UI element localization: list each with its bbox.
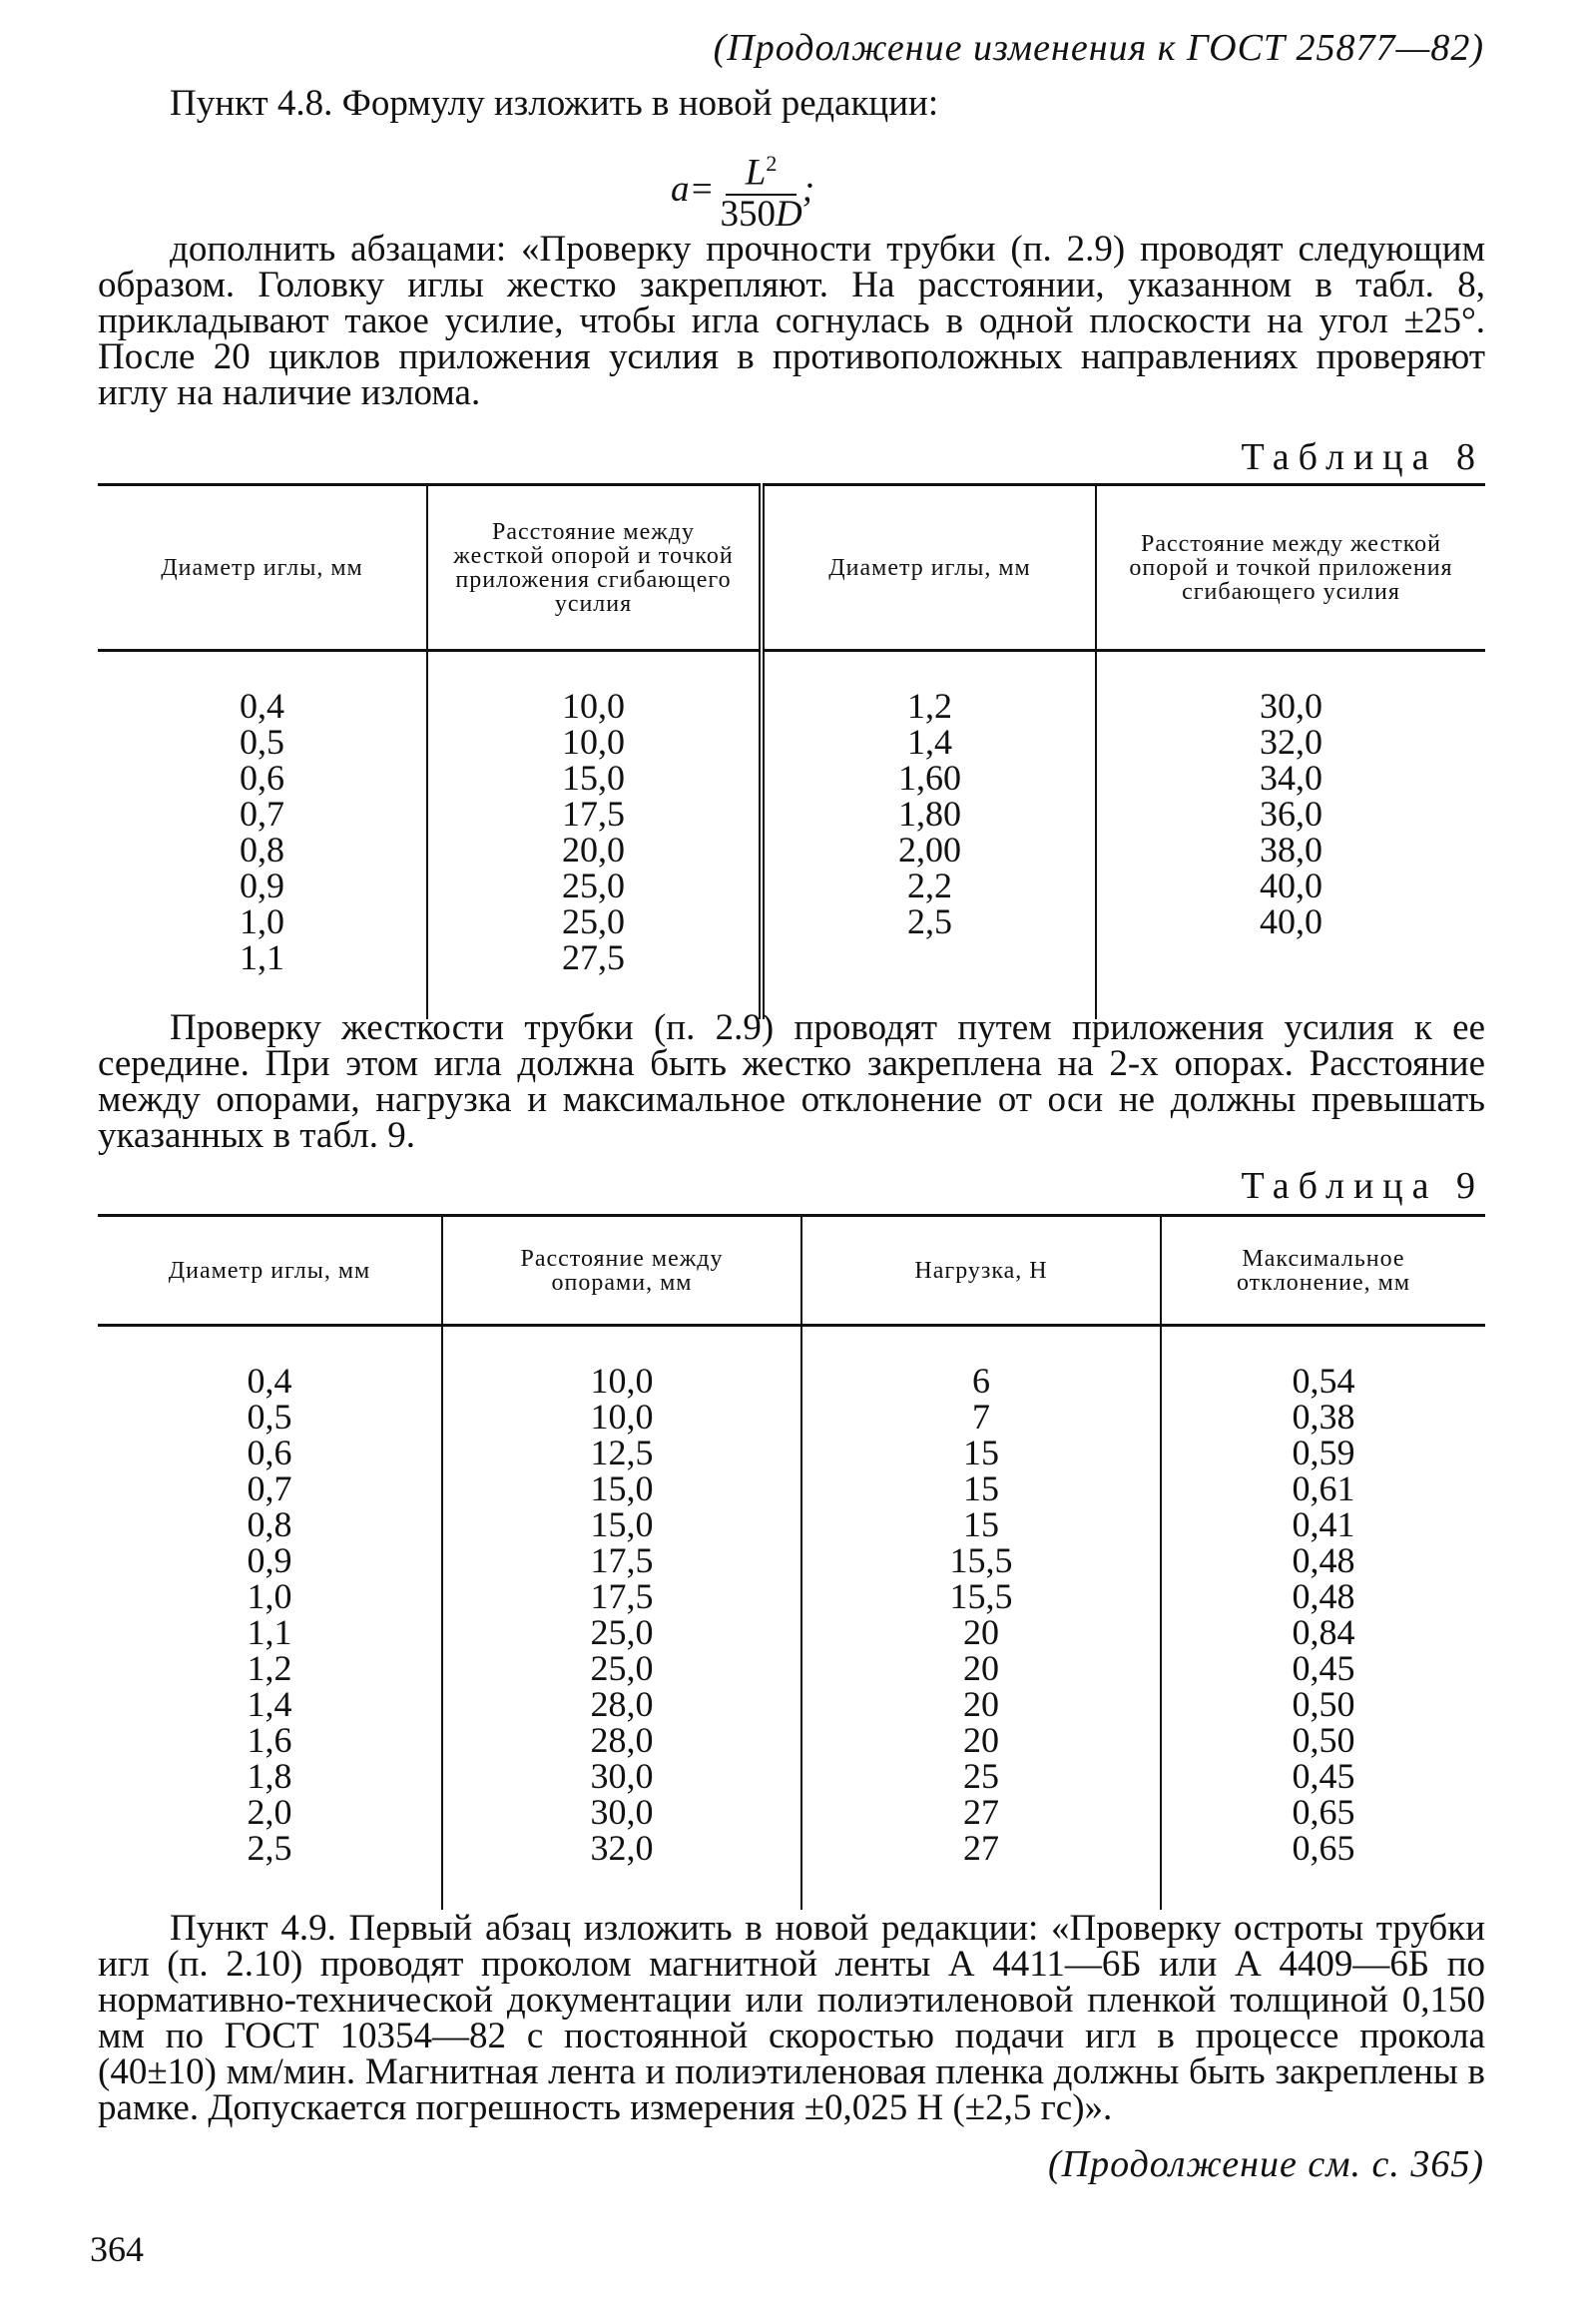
- table8-cell: 0,4: [240, 686, 284, 726]
- formula-numerator: [726, 145, 797, 196]
- formula-numerator-exp: 2: [766, 151, 778, 176]
- table9-cell: 0,48: [1292, 1576, 1355, 1616]
- table9-cell: 12,5: [590, 1433, 654, 1472]
- table8-cell: 27,5: [562, 937, 625, 977]
- table8-cell: 30,0: [1260, 686, 1322, 726]
- table9-header-distance: Расстояние между опорами, мм: [442, 1216, 801, 1326]
- table9-cell: 0,61: [1292, 1468, 1355, 1508]
- table9-cell: 10,0: [590, 1397, 654, 1437]
- table8-cell: 25,0: [562, 866, 625, 905]
- table9-cell: 20: [963, 1612, 999, 1652]
- table9-cell: 30,0: [590, 1792, 654, 1832]
- formula-denominator-num: 350: [720, 194, 776, 236]
- table9-cell: 27: [963, 1792, 999, 1832]
- table9-cell: 0,84: [1292, 1612, 1355, 1652]
- table9-cell: 15,5: [949, 1576, 1013, 1616]
- table9-cell: 15,0: [590, 1504, 654, 1544]
- paragraph-stiffness-test-text: Проверку жесткости трубки (п. 2.9) проводят путем приложения усилия к ее середине. При этом игла должна быть жестко закреплена на 2-х опорах. Расстояние между опорами, нагрузка и максимальное отклонение от оси не должны превышать указанных в табл. 9.: [98, 1007, 1485, 1156]
- table9-caption: Таблица 9: [1241, 1165, 1484, 1207]
- table9-cell: 1,1: [247, 1612, 292, 1652]
- table8-cell: 34,0: [1260, 758, 1322, 798]
- table8-cell: 10,0: [562, 722, 625, 762]
- table8-header-diameter-2: Диаметр иглы, мм: [762, 485, 1096, 651]
- table9-cell: 0,7: [247, 1468, 292, 1508]
- table9-cell: 30,0: [590, 1756, 654, 1796]
- paragraph-4-9: [98, 1908, 1485, 2128]
- table9-cell: 0,4: [247, 1361, 292, 1401]
- formula-denominator-var: D: [775, 194, 802, 236]
- table8-cell: 20,0: [562, 830, 625, 870]
- table8-col-diameter-1: [98, 651, 427, 1020]
- table8-cell: 15,0: [562, 758, 625, 798]
- table9-cell: 1,8: [247, 1756, 292, 1796]
- table9-cell: 10,0: [590, 1361, 654, 1401]
- table9-cell: 32,0: [590, 1828, 654, 1868]
- table9-header-diameter: Диаметр иглы, мм: [98, 1216, 442, 1326]
- table9-cell: 1,2: [247, 1648, 292, 1688]
- table9-cell: 7: [972, 1397, 990, 1437]
- table9-cell: 25,0: [590, 1648, 654, 1688]
- table9-cell: 0,45: [1292, 1756, 1355, 1796]
- table8-cell: 1,0: [240, 901, 284, 941]
- table9-cell: 6: [972, 1361, 990, 1401]
- table8-cell: 1,80: [898, 794, 961, 834]
- paragraph-strength-test-text: дополнить абзацами: «Проверку прочности трубки (п. 2.9) проводят следующим образом. Головку иглы жестко закрепляют. На расстоянии, указанном в табл. 8, прикладывают такое усилие, чтобы игла согнулась в одной плоскости на угол ±25°. После 20 циклов приложения усилия в противоположных направлениях проверяют иглу на наличие излома.: [98, 229, 1485, 413]
- table9-cell: 27: [963, 1828, 999, 1868]
- table9-cell: 0,59: [1292, 1433, 1355, 1472]
- table8-cell: 40,0: [1260, 901, 1322, 941]
- continuation-footer: (Продолжение см. с. 365): [1047, 2143, 1484, 2185]
- paragraph-strength-test: [98, 229, 1485, 413]
- table9-cell: 25: [963, 1756, 999, 1796]
- table9-cell: 1,0: [247, 1576, 292, 1616]
- formula-numerator-base: L: [745, 152, 767, 194]
- table8-header-diameter-1: Диаметр иглы, мм: [98, 485, 427, 651]
- table9-cell: 0,65: [1292, 1792, 1355, 1832]
- table8-col-distance-1: [427, 651, 762, 1020]
- table8-cell: 1,2: [907, 686, 952, 726]
- continuation-header: (Продолжение изменения к ГОСТ 25877—82): [713, 27, 1484, 69]
- paragraph-4-8: [98, 83, 1485, 124]
- table9-cell: 1,6: [247, 1720, 292, 1760]
- table9-cell: 25,0: [590, 1612, 654, 1652]
- table8-cell: 40,0: [1260, 866, 1322, 905]
- table9-cell: 28,0: [590, 1720, 654, 1760]
- table9-cell: 0,8: [247, 1504, 292, 1544]
- table9-cell: 15: [963, 1433, 999, 1472]
- table8-header-distance-2: Расстояние между жесткой опорой и точкой приложения сгибающего усилия: [1096, 485, 1485, 651]
- table8-header-distance-1: Расстояние между жесткой опорой и точкой приложения сгибающего усилия: [427, 485, 762, 651]
- page-number: 364: [90, 2229, 144, 2269]
- paragraph-stiffness-test: [98, 1007, 1485, 1156]
- table9-cell: 0,41: [1292, 1504, 1355, 1544]
- table9-cell: 20: [963, 1648, 999, 1688]
- table9-cell: 0,5: [247, 1397, 292, 1437]
- table8-cell: 10,0: [562, 686, 625, 726]
- table9-col-load: [801, 1326, 1161, 1911]
- table8-cell: 17,5: [562, 794, 625, 834]
- table-9: [98, 1214, 1485, 1910]
- table9-col-diameter: [98, 1326, 442, 1911]
- table-8: [98, 483, 1485, 1019]
- table8-cell: 0,5: [240, 722, 284, 762]
- table9-cell: 1,4: [247, 1684, 292, 1724]
- table9-cell: 0,48: [1292, 1540, 1355, 1580]
- table8-col-diameter-2: [762, 651, 1096, 1020]
- table8-cell: 36,0: [1260, 794, 1322, 834]
- table8-cell: 0,8: [240, 830, 284, 870]
- table9-cell: 0,54: [1292, 1361, 1355, 1401]
- paragraph-4-9-text: Пункт 4.9. Первый абзац изложить в новой редакции: «Проверку остроты трубки игл (п. 2.10) проводят проколом магнитной ленты А 4411—6Б или А 4409—6Б по нормативно-технической документации или полиэтиленовой пленкой толщиной 0,150 мм по ГОСТ 10354—82 с постоянной скоростью подачи игл в процессе прокола (40±10) мм/мин. Магнитная лента и полиэтиленовая пленка должны быть закреплены в рамке. Допускается погрешность измерения ±0,025 Н (±2,5 гс)».: [98, 1908, 1485, 2128]
- table9-cell: 15,0: [590, 1468, 654, 1508]
- table9-cell: 28,0: [590, 1684, 654, 1724]
- table9-header-load: Нагрузка, Н: [801, 1216, 1161, 1326]
- table9-cell: 17,5: [590, 1540, 654, 1580]
- formula-fraction: [720, 145, 801, 234]
- table9-cell: 15: [963, 1504, 999, 1544]
- table8-cell: 25,0: [562, 901, 625, 941]
- table9-cell: 2,0: [247, 1792, 292, 1832]
- formula: [671, 145, 814, 234]
- table8-cell: 38,0: [1260, 830, 1322, 870]
- formula-lhs: a=: [671, 169, 715, 211]
- table8-cell: 0,7: [240, 794, 284, 834]
- table9-cell: 20: [963, 1684, 999, 1724]
- table9-cell: 0,50: [1292, 1720, 1355, 1760]
- table8-cell: 0,9: [240, 866, 284, 905]
- table9-cell: 15,5: [949, 1540, 1013, 1580]
- table8-col-distance-2: [1096, 651, 1485, 1020]
- table8-cell: 0,6: [240, 758, 284, 798]
- table9-cell: 17,5: [590, 1576, 654, 1616]
- table8-cell: 1,1: [240, 937, 284, 977]
- table9-cell: 2,5: [247, 1828, 292, 1868]
- table8-caption: Таблица 8: [1241, 436, 1484, 478]
- table8-cell: 1,60: [898, 758, 961, 798]
- table9-cell: 0,9: [247, 1540, 292, 1580]
- table9-cell: 0,38: [1292, 1397, 1355, 1437]
- table9-cell: 20: [963, 1720, 999, 1760]
- table9-cell: 0,50: [1292, 1684, 1355, 1724]
- table8-cell: 2,00: [898, 830, 961, 870]
- table9-header-max-deflection: Максимальное отклонение, мм: [1161, 1216, 1485, 1326]
- paragraph-4-8-text: Пункт 4.8. Формулу изложить в новой редакции:: [170, 83, 939, 124]
- table9-cell: 0,65: [1292, 1828, 1355, 1868]
- table9-col-distance: [442, 1326, 801, 1911]
- table8-cell: 32,0: [1260, 722, 1322, 762]
- table8-cell: 1,4: [907, 722, 952, 762]
- table8-cell: 2,5: [907, 901, 952, 941]
- formula-tail: ;: [801, 169, 815, 211]
- table9-cell: 0,45: [1292, 1648, 1355, 1688]
- table9-cell: 15: [963, 1468, 999, 1508]
- table8-cell: 2,2: [907, 866, 952, 905]
- table9-cell: 0,6: [247, 1433, 292, 1472]
- table9-col-max-deflection: [1161, 1326, 1485, 1911]
